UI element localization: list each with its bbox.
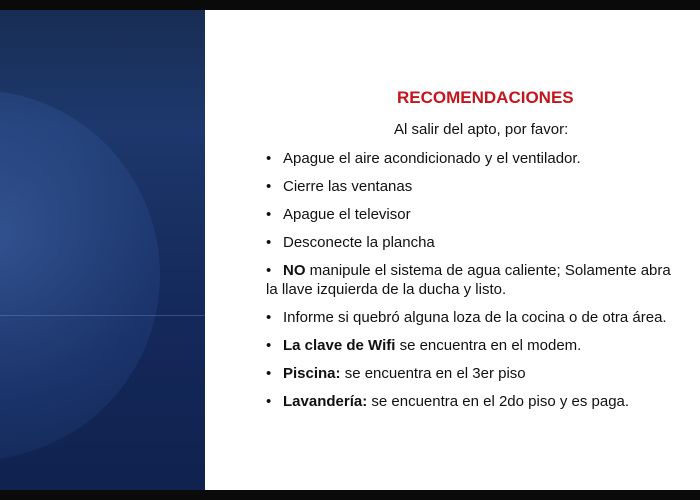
item-text: Cierre las ventanas bbox=[283, 178, 413, 195]
item-bold-text: La clave de Wifi bbox=[283, 337, 396, 354]
recommendations-list bbox=[266, 149, 696, 411]
list-item bbox=[266, 261, 696, 299]
item-bold-text: Piscina: bbox=[283, 365, 341, 382]
bullet-glyph: • bbox=[266, 262, 272, 279]
item-bold-text: NO bbox=[283, 262, 306, 279]
item-text: Informe si quebró alguna loza de la cocina o de otra área. bbox=[283, 309, 667, 326]
item-text: manipule el sistema de agua caliente; Solamente abra bbox=[305, 262, 671, 279]
list-item bbox=[266, 149, 696, 168]
list-item bbox=[266, 336, 696, 355]
slide-subtitle: Al salir del apto, por favor: bbox=[394, 121, 569, 138]
window-top-bar bbox=[0, 0, 700, 10]
item-text: Apague el aire acondicionado y el ventilador. bbox=[283, 150, 581, 167]
bullet-glyph: • bbox=[266, 365, 272, 382]
bullet-glyph: • bbox=[266, 150, 272, 167]
list-item bbox=[266, 392, 696, 411]
list-item bbox=[266, 205, 696, 224]
bullet-glyph: • bbox=[266, 309, 272, 326]
list-item bbox=[266, 177, 696, 196]
decorative-circle bbox=[0, 90, 160, 460]
decorative-line bbox=[0, 315, 205, 316]
item-text: Desconecte la plancha bbox=[283, 234, 435, 251]
item-text: se encuentra en el 2do piso y es paga. bbox=[367, 393, 630, 410]
item-text: se encuentra en el 3er piso bbox=[340, 365, 526, 382]
list-item bbox=[266, 364, 696, 383]
bullet-glyph: • bbox=[266, 206, 272, 223]
bullet-glyph: • bbox=[266, 234, 272, 251]
list-item bbox=[266, 233, 696, 252]
item-text: Apague el televisor bbox=[283, 206, 411, 223]
bullet-glyph: • bbox=[266, 337, 272, 354]
list-item bbox=[266, 308, 696, 327]
window-bottom-bar bbox=[0, 490, 700, 500]
item-text-continued: la llave izquierda de la ducha y listo. bbox=[266, 281, 507, 298]
bullet-glyph: • bbox=[266, 393, 272, 410]
presentation-slide bbox=[0, 10, 700, 490]
bullet-glyph: • bbox=[266, 178, 272, 195]
item-bold-text: Lavandería: bbox=[283, 393, 368, 410]
slide-title: RECOMENDACIONES bbox=[397, 88, 574, 107]
decorative-blue-panel bbox=[0, 10, 205, 490]
item-text: se encuentra en el modem. bbox=[395, 337, 582, 354]
